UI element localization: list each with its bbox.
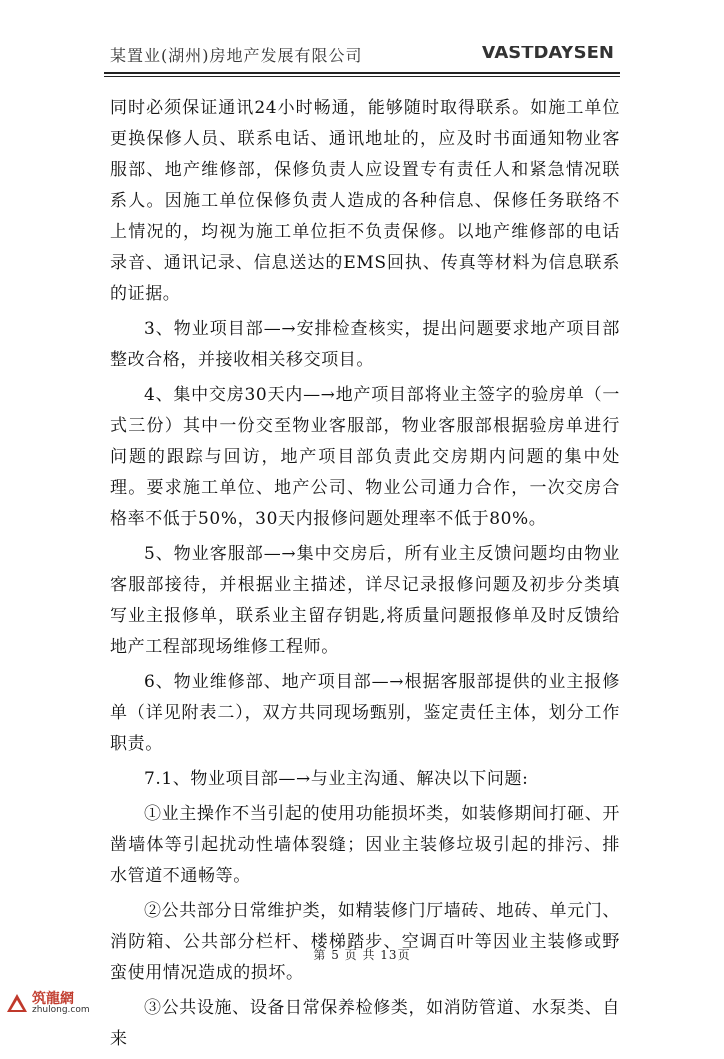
paragraph: 7.1、物业项目部—→与业主沟通、解决以下问题:: [144, 769, 529, 789]
paragraph: 4、集中交房30天内—→地产项目部将业主签字的验房单（一式三份）其中一份交至物业客服部，物业客服部根据验房单进行问题的跟踪与回访，地产项目部负责此交房期内问题的集中处理。要求施工单位、地产公司、物业公司通力合作，一次交房合格率不低于50%，30天内报修问题处理率不低于80%。: [110, 385, 620, 529]
paragraph: 6、物业维修部、地产项目部—→根据客服部提供的业主报修单（详见附表二），双方共同现场甄别，鉴定责任主体，划分工作职责。: [110, 672, 620, 754]
document-body: [110, 93, 620, 1059]
watermark: [6, 992, 90, 1015]
paragraph: ②公共部分日常维护类，如精装修门厅墙砖、地砖、单元门、消防箱、公共部分栏杆、楼梯踏步、空调百叶等因业主装修或野蛮使用情况造成的损坏。: [110, 901, 620, 983]
page-header: [104, 46, 620, 72]
zhulong-logo-icon: [6, 993, 28, 1015]
paragraph: 3、物业项目部—→安排检查核实，提出问题要求地产项目部整改合格，并接收相关移交项目。: [110, 319, 620, 370]
paragraph: 同时必须保证通讯24小时畅通，能够随时取得联系。如施工单位更换保修人员、联系电话、通讯地址的，应及时书面通知物业客服部、地产维修部，保修负责人应设置专有责任人和紧急情况联系人。因施工单位保修负责人造成的各种信息、保修任务联络不上情况的，均视为施工单位拒不负责保修。以地产维修部的电话录音、通讯记录、信息送达的EMS回执、传真等材料为信息联系的证据。: [110, 98, 620, 304]
page-indicator: 第 5 页 共 13页: [313, 948, 411, 962]
watermark-name: 筑龍網: [32, 991, 74, 1007]
page-footer: [0, 946, 724, 963]
header-rule-thin: [104, 76, 620, 77]
paragraph: ③公共设施、设备日常保养检修类，如消防管道、水泵类、自来: [110, 998, 620, 1049]
paragraph: 5、物业客服部—→集中交房后，所有业主反馈问题均由物业客服部接待，并根据业主描述，详尽记录报修问题及初步分类填写业主报修单，联系业主留存钥匙,将质量问题报修单及时反馈给地产工程部现场维修工程师。: [110, 544, 620, 657]
paragraph: ①业主操作不当引起的使用功能损坏类，如装修期间打砸、开凿墙体等引起扰动性墙体裂缝；因业主装修垃圾引起的排污、排水管道不通畅等。: [110, 804, 620, 886]
header-rule: [104, 72, 620, 74]
header-company-name: 某置业(湖州)房地产发展有限公司: [110, 46, 363, 65]
header-logo: VASTDAYSEN: [481, 46, 614, 63]
watermark-url: zhulong.com: [32, 1005, 90, 1015]
